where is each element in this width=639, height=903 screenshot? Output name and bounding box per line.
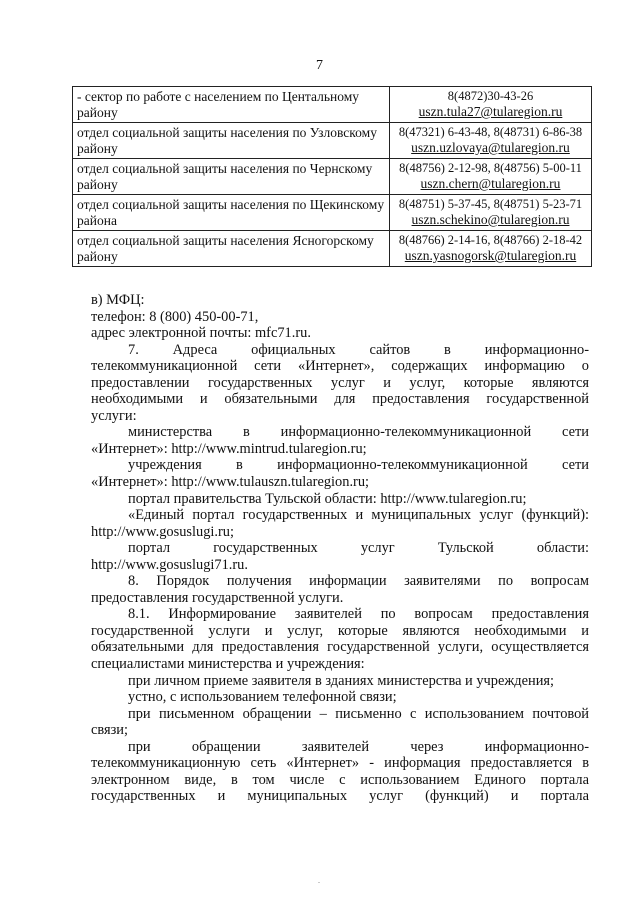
department-phone: 8(48756) 2-12-98, 8(48756) 5-00-11 bbox=[399, 161, 582, 175]
department-email-link[interactable]: uszn.chern@tularegion.ru bbox=[420, 176, 561, 191]
table-row bbox=[73, 195, 592, 231]
department-name: - сектор по работе с населением по Центальному району bbox=[73, 87, 390, 123]
department-phone: 8(48751) 5-37-45, 8(48751) 5-23-71 bbox=[398, 197, 583, 211]
scan-mark: . bbox=[318, 876, 320, 885]
section-7-intro: 7. Адреса официальных сайтов в информационно- телекоммуникационной сети «Интернет», содержащих информацию о предоставлении государственных услуг и услуг, которые являются необходимыми и обязательными для предоставления государственной услуги: bbox=[91, 341, 589, 424]
agency-website: учреждения в информационно-телекоммуникационной сети «Интернет»: http://www.tulauszn.tularegion.ru; bbox=[91, 457, 589, 491]
page-number: 7 bbox=[316, 58, 323, 73]
written-informing: при письменном обращении – письменно с использованием почтовой связи; bbox=[91, 705, 589, 739]
contacts-table bbox=[72, 86, 592, 267]
department-email-link[interactable]: uszn.uzlovaya@tularegion.ru bbox=[411, 140, 570, 155]
table-row bbox=[73, 87, 592, 123]
department-email-link[interactable]: uszn.tula27@tularegion.ru bbox=[418, 104, 563, 119]
document-body bbox=[91, 292, 589, 805]
department-phone: 8(4872)30-43-26 bbox=[447, 89, 534, 103]
phone-informing: устно, с использованием телефонной связи; bbox=[128, 689, 397, 706]
unified-portal: «Единый портал государственных и муниципальных услуг (функций): http://www.gosuslugi.ru; bbox=[91, 507, 589, 540]
table-row bbox=[73, 231, 592, 267]
department-name: отдел социальной защиты населения по Узловскому району bbox=[73, 123, 390, 159]
government-portal: портал правительства Тульской области: http://www.tularegion.ru; bbox=[128, 490, 527, 507]
mfc-phone: телефон: 8 (800) 450-00-71, bbox=[91, 308, 259, 325]
section-8-1: 8.1. Информирование заявителей по вопросам предоставления государственной услуги и услуг, которые являются необходимыми и обязательными для предоставления государственной услуги, осуществляется специалистами министерства и учреждения: bbox=[91, 606, 589, 673]
mfc-email: адрес электронной почты: mfc71.ru. bbox=[91, 325, 311, 342]
ministry-website: министерства в информационно-телекоммуникационной сети «Интернет»: http://www.mintrud.tularegion.ru; bbox=[91, 424, 589, 457]
department-phone: 8(48766) 2-14-16, 8(48766) 2-18-42 bbox=[398, 233, 583, 247]
department-email-link[interactable]: uszn.schekino@tularegion.ru bbox=[411, 212, 570, 227]
table-row bbox=[73, 159, 592, 195]
section-8-heading: 8. Порядок получения информации заявителями по вопросам предоставления государственной услуги. bbox=[91, 573, 589, 606]
department-contacts bbox=[390, 195, 592, 231]
internet-informing: при обращении заявителей через информационно- телекоммуникационную сеть «Интернет» - информация предоставляется в электронном виде, в том числе с использованием Единого портала государственных и муниципальных услуг (функций) и портала bbox=[91, 738, 589, 805]
department-contacts bbox=[390, 159, 592, 195]
department-contacts bbox=[390, 231, 592, 267]
department-name: отдел социальной защиты населения по Щекинскому района bbox=[73, 195, 390, 231]
department-contacts bbox=[390, 87, 592, 123]
in-person-reception: при личном приеме заявителя в зданиях министерства и учреждения; bbox=[128, 672, 555, 689]
mfc-heading: в) МФЦ: bbox=[91, 292, 145, 308]
regional-portal: портал государственных услуг Тульской области: http://www.gosuslugi71.ru. bbox=[91, 540, 589, 573]
department-phone: 8(47321) 6-43-48, 8(48731) 6-86-38 bbox=[398, 125, 583, 139]
department-email-link[interactable]: uszn.yasnogorsk@tularegion.ru bbox=[404, 248, 577, 263]
department-name: отдел социальной защиты населения по Чернскому району bbox=[73, 159, 390, 195]
department-contacts bbox=[390, 123, 592, 159]
department-name: отдел социальной защиты населения Ясногорскому району bbox=[73, 231, 390, 267]
table-row bbox=[73, 123, 592, 159]
